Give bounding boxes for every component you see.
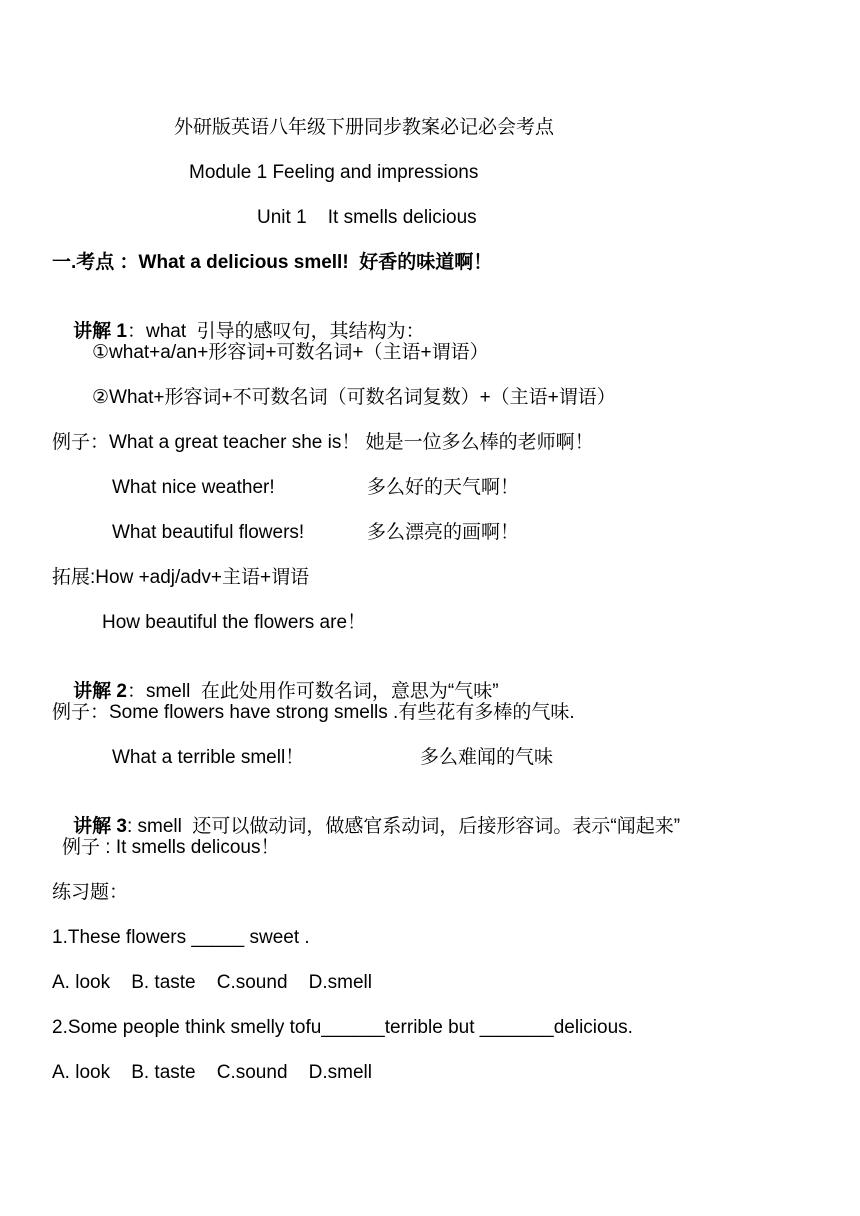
- practice-heading: 练习题：: [52, 882, 129, 903]
- structure-2: ②What+形容词+不可数名词（可数名词复数）+（主语+谓语）: [92, 387, 616, 408]
- explanation-2-example-2-cn: 多么难闻的气味: [420, 747, 554, 768]
- example-3-en: What beautiful flowers!: [112, 522, 305, 543]
- explanation-1-text: ：what 引导的感叹句，其结构为：: [126, 321, 425, 342]
- example-1: 例子：What a great teacher she is！ 她是一位多么棒的老师啊！: [52, 432, 594, 453]
- explanation-3-label: 讲解 3: [73, 816, 127, 837]
- question-2: 2.Some people think smelly tofu______terrible but _______delicious.: [52, 1017, 633, 1038]
- question-1: 1.These flowers _____ sweet .: [52, 927, 310, 948]
- question-1-options: A. look B. taste C.sound D.smell: [52, 972, 372, 993]
- explanation-2-text: ：smell 在此处用作可数名词，意思为“气味”: [126, 681, 499, 702]
- question-2-options: A. look B. taste C.sound D.smell: [52, 1062, 372, 1083]
- explanation-2-example-1: 例子：Some flowers have strong smells .有些花有多棒的气味.: [52, 702, 575, 723]
- explanation-1-label: 讲解 1: [73, 321, 127, 342]
- extension-example: How beautiful the flowers are！: [102, 612, 367, 633]
- doc-title: 外研版英语八年级下册同步教案必记必会考点: [174, 117, 555, 138]
- explanation-3-text: : smell 还可以做动词，做感官系动词，后接形容词。表示“闻起来”: [126, 816, 681, 837]
- key-point-heading: 一.考点 ：What a delicious smell! 好香的味道啊！: [52, 252, 493, 273]
- example-3-cn: 多么漂亮的画啊！: [367, 522, 520, 543]
- structure-1: ①what+a/an+形容词+可数名词+（主语+谓语）: [92, 342, 489, 363]
- example-2-cn: 多么好的天气啊！: [367, 477, 520, 498]
- explanation-3-example: 例子 : It smells delicous！: [62, 837, 280, 858]
- module-heading: Module 1 Feeling and impressions: [189, 162, 479, 183]
- extension-heading: 拓展:How +adj/adv+主语+谓语: [52, 567, 310, 588]
- unit-heading: Unit 1 It smells delicious: [257, 207, 477, 228]
- explanation-2-example-2-en: What a terrible smell！: [112, 747, 305, 768]
- explanation-2-label: 讲解 2: [73, 681, 127, 702]
- example-2-en: What nice weather!: [112, 477, 275, 498]
